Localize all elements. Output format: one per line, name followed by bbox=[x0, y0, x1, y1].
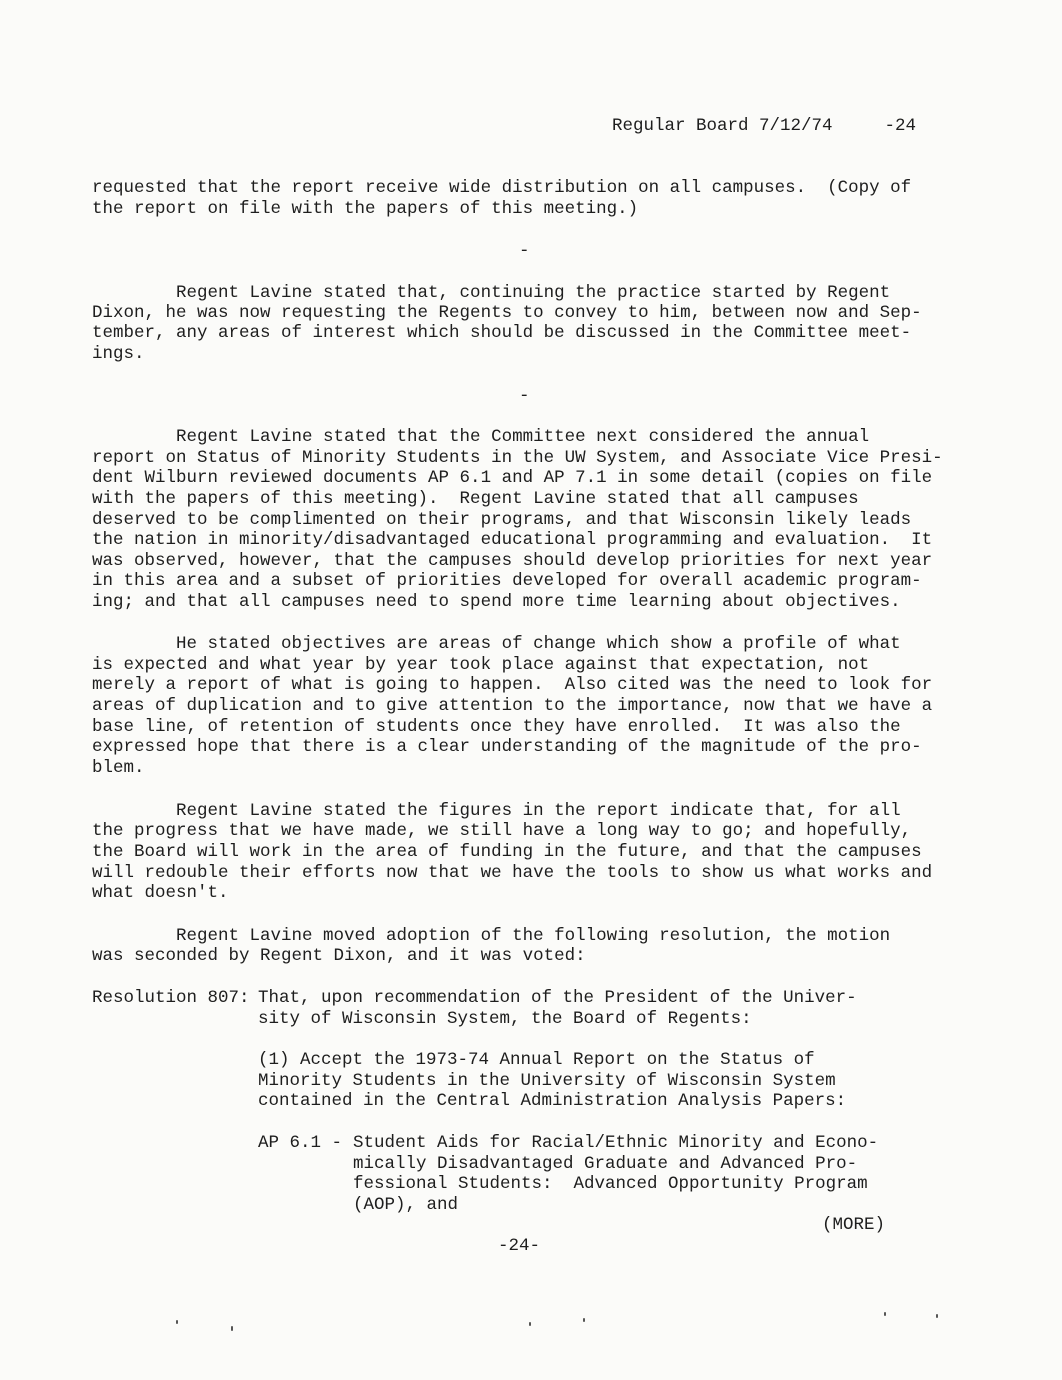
para4-line-6: expressed hope that there is a clear understanding of the magnitude of the pro- bbox=[92, 737, 922, 757]
para6-line-2: was seconded by Regent Dixon, and it was voted: bbox=[92, 946, 586, 966]
para2-line-1: Regent Lavine stated that, continuing the practice started by Regent bbox=[92, 283, 891, 303]
scan-speck bbox=[936, 1314, 938, 1318]
para3-line-8: in this area and a subset of priorities developed for overall academic program- bbox=[92, 571, 922, 591]
para5-line-2: the progress that we have made, we still have a long way to go; and hopefully, bbox=[92, 821, 912, 841]
para1-line-1: requested that the report receive wide distribution on all campuses. (Copy of bbox=[92, 178, 912, 198]
para4-line-3: merely a report of what is going to happen. Also cited was the need to look for bbox=[92, 675, 933, 695]
para4-line-7: blem. bbox=[92, 758, 145, 778]
scan-speck bbox=[176, 1320, 178, 1324]
resolution-intro-line-2: sity of Wisconsin System, the Board of Regents: bbox=[258, 1009, 752, 1029]
ap-text-line-1: Student Aids for Racial/Ethnic Minority and Econo- bbox=[353, 1133, 879, 1153]
ap-text-line-3: fessional Students: Advanced Opportunity Program bbox=[353, 1174, 868, 1194]
para2-line-4: ings. bbox=[92, 344, 145, 364]
para3-line-4: with the papers of this meeting). Regent Lavine stated that all campuses bbox=[92, 489, 859, 509]
scan-speck bbox=[231, 1326, 233, 1331]
para1-line-2: the report on file with the papers of this meeting.) bbox=[92, 199, 639, 219]
para5-line-5: what doesn't. bbox=[92, 883, 229, 903]
resolution-label: Resolution 807: bbox=[92, 988, 250, 1008]
para4-line-4: areas of duplication and to give attention to the importance, now that we have a bbox=[92, 696, 933, 716]
scan-speck bbox=[529, 1322, 531, 1326]
header-title: Regular Board 7/12/74 bbox=[612, 116, 833, 136]
header-page-ref: -24 bbox=[884, 116, 917, 136]
resolution-item1-line-3: contained in the Central Administration Analysis Papers: bbox=[258, 1091, 847, 1111]
para3-line-5: deserved to be complimented on their programs, and that Wisconsin likely leads bbox=[92, 510, 912, 530]
ap-text-line-4: (AOP), and bbox=[353, 1195, 459, 1215]
resolution-intro-line-1: That, upon recommendation of the President of the Univer- bbox=[258, 988, 857, 1008]
resolution-item1-line-2: Minority Students in the University of Wisconsin System bbox=[258, 1071, 836, 1091]
scan-speck bbox=[583, 1318, 585, 1322]
resolution-item1-line-1: (1) Accept the 1973-74 Annual Report on the Status of bbox=[258, 1050, 815, 1070]
ap-label: AP 6.1 - bbox=[258, 1133, 343, 1153]
para5-line-4: will redouble their efforts now that we have the tools to show us what works and bbox=[92, 863, 933, 883]
para3-line-1: Regent Lavine stated that the Committee next considered the annual bbox=[92, 427, 870, 447]
more-label: (MORE) bbox=[822, 1215, 886, 1235]
para5-line-3: the Board will work in the area of funding in the future, and that the campuses bbox=[92, 842, 922, 862]
para3-line-6: the nation in minority/disadvantaged educational programming and evaluation. It bbox=[92, 530, 933, 550]
para5-line-1: Regent Lavine stated the figures in the report indicate that, for all bbox=[92, 801, 901, 821]
para4-line-5: base line, of retention of students once they have enrolled. It was also the bbox=[92, 717, 901, 737]
para3-line-2: report on Status of Minority Students in the UW System, and Associate Vice Presi- bbox=[92, 448, 943, 468]
para2-line-2: Dixon, he was now requesting the Regents to convey to him, between now and Sep- bbox=[92, 303, 922, 323]
ap-text-line-2: mically Disadvantaged Graduate and Advanced Pro- bbox=[353, 1154, 858, 1174]
scan-speck bbox=[884, 1312, 886, 1316]
page-footer-number: -24- bbox=[498, 1236, 541, 1256]
para2-line-3: tember, any areas of interest which should be discussed in the Committee meet- bbox=[92, 323, 912, 343]
para3-line-7: was observed, however, that the campuses should develop priorities for next year bbox=[92, 551, 933, 571]
para3-line-9: ing; and that all campuses need to spend more time learning about objectives. bbox=[92, 592, 901, 612]
separator-dash: - bbox=[519, 241, 530, 261]
para4-line-2: is expected and what year by year took place against that expectation, not bbox=[92, 655, 870, 675]
para3-line-3: dent Wilburn reviewed documents AP 6.1 and AP 7.1 in some detail (copies on file bbox=[92, 468, 933, 488]
page-header bbox=[612, 116, 916, 136]
para4-line-1: He stated objectives are areas of change which show a profile of what bbox=[92, 634, 901, 654]
para6-line-1: Regent Lavine moved adoption of the following resolution, the motion bbox=[92, 926, 891, 946]
separator-dash: - bbox=[519, 386, 530, 406]
